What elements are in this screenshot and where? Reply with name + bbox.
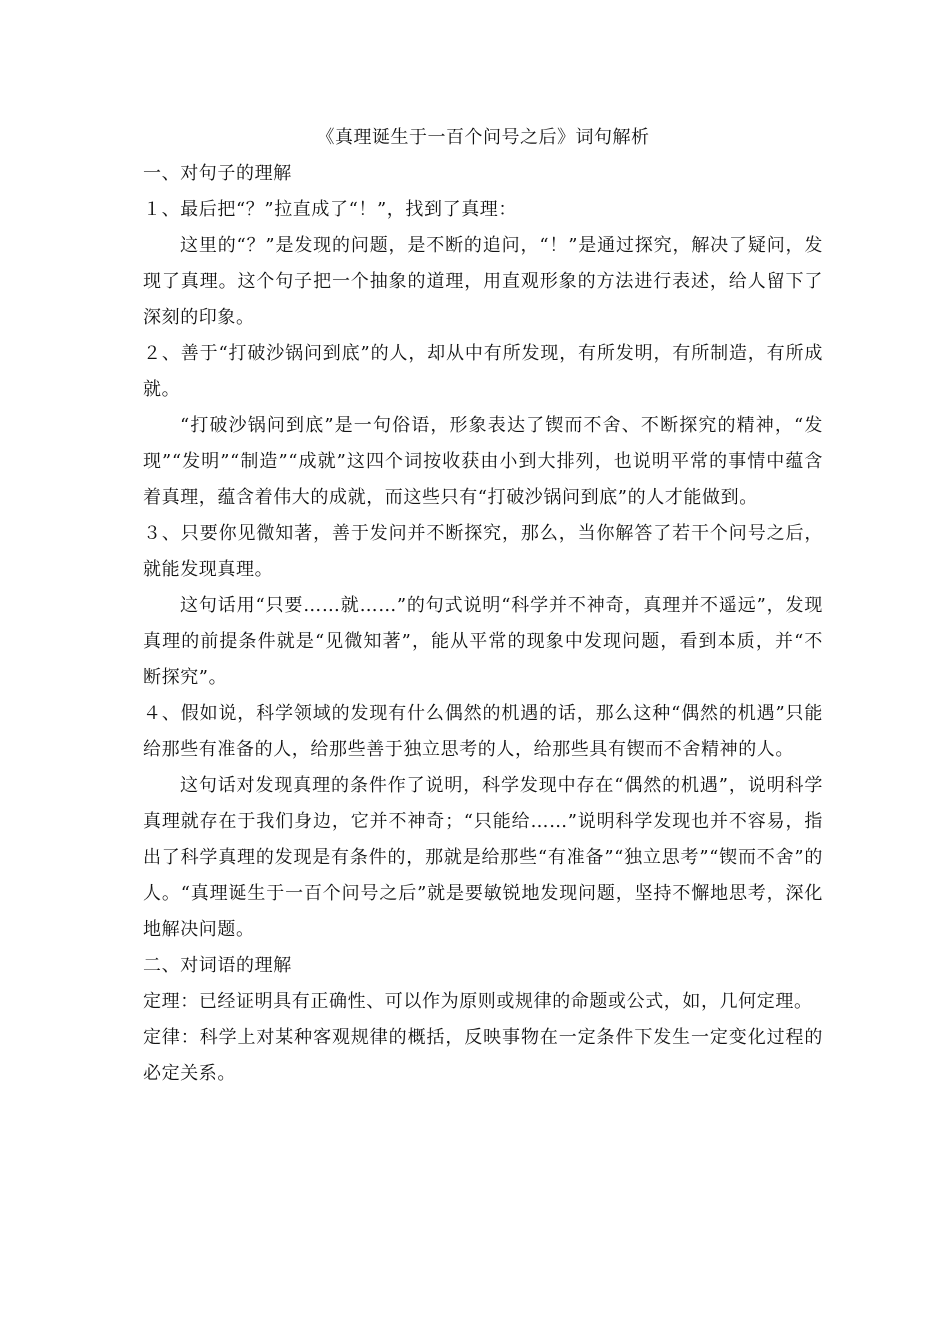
term-theorem [143, 984, 823, 1020]
explanation-1: 这里的“？”是发现的问题，是不断的追问，“！”是通过探究，解决了疑问，发现了真理。这个句子把一个抽象的道理，用直观形象的方法进行表述，给人留下了深刻的印象。 [143, 235, 823, 328]
explanation-3: 这句话用“只要……就……”的句式说明“科学并不神奇，真理并不遥远”，发现真理的前提条件就是“见微知著”，能从平常的现象中发现问题，看到本质，并“不断探究”。 [143, 595, 823, 688]
document-title: 《真理诞生于一百个问号之后》词句解析 [316, 127, 650, 148]
sentence-4: ４、假如说，科学领域的发现有什么偶然的机遇的话，那么这种“偶然的机遇”只能给那些有准备的人，给那些善于独立思考的人，给那些具有锲而不舍精神的人。 [143, 703, 823, 760]
section-heading-sentences: 一、对句子的理解 [143, 163, 292, 184]
sentence-1: １、最后把“？”拉直成了“！”，找到了真理： [143, 199, 518, 220]
section-heading-words: 二、对词语的理解 [143, 955, 292, 976]
term-theorem-definition: 已经证明具有正确性、可以作为原则或规律的命题或公式，如，几何定理。 [198, 991, 813, 1012]
explanation-4: 这句话对发现真理的条件作了说明，科学发现中存在“偶然的机遇”，说明科学真理就存在于我们身边，它并不神奇；“只能给……”说明科学发现也并不容易，指出了科学真理的发现是有条件的，那就是给那些“有准备”“独立思考”“锲而不舍”的人。“真理诞生于一百个问号之后”就是要敏锐地发现问题，坚持不懈地思考，深化地解决问题。 [143, 775, 823, 940]
document-page [143, 120, 823, 1092]
term-law-name: 定律： [143, 1027, 200, 1048]
sentence-2: ２、善于“打破沙锅问到底”的人，却从中有所发现，有所发明，有所制造，有所成就。 [143, 343, 823, 400]
term-law-definition: 科学上对某种客观规律的概括，反映事物在一定条件下发生一定变化过程的必定关系。 [143, 1027, 823, 1084]
explanation-2: “打破沙锅问到底”是一句俗语，形象表达了锲而不舍、不断探究的精神，“发现”“发明”“制造”“成就”这四个词按收获由小到大排列，也说明平常的事情中蕴含着真理，蕴含着伟大的成就，而这些只有“打破沙锅问到底”的人才能做到。 [143, 415, 823, 508]
term-theorem-name: 定理： [143, 991, 199, 1012]
term-law [143, 1020, 823, 1092]
sentence-3: ３、只要你见微知著，善于发问并不断探究，那么，当你解答了若干个问号之后，就能发现真理。 [143, 523, 823, 580]
